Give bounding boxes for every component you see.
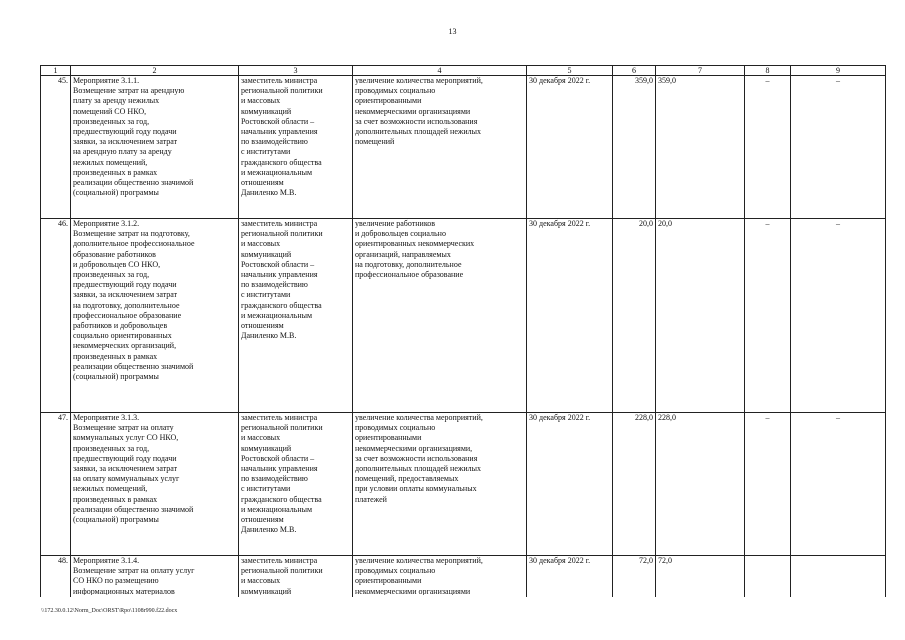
date-cell: 30 декабря 2022 г. [527, 413, 613, 556]
result-text: увеличение количества мероприятий, проводимых социально ориентированными некоммерческими организациями [355, 556, 483, 595]
value-cell: 359,0 [613, 76, 656, 219]
column-header: 1 [41, 66, 71, 76]
date-cell: 30 декабря 2022 г. [527, 556, 613, 597]
responsible-text: заместитель министра региональной политики и массовых коммуникаций [241, 556, 323, 595]
event-text: Мероприятие 3.1.4. Возмещение затрат на оплату услуг СО НКО по размещению информационных материалов [73, 556, 195, 595]
value-cell: 228,0 [656, 413, 745, 556]
column-header: 6 [613, 66, 656, 76]
value-cell: 359,0 [656, 76, 745, 219]
row-number: 45. [41, 76, 71, 219]
value-cell: – [791, 219, 886, 413]
result-cell [353, 556, 527, 597]
table-row [41, 556, 886, 597]
measures-table [40, 65, 886, 597]
responsible-cell: заместитель министра региональной политики и массовых коммуникаций Ростовской области – начальник управления по взаимодействию с институтами гражданского общества и межнациональным отношениям Даниленко М.В. [239, 413, 353, 556]
column-header: 7 [656, 66, 745, 76]
responsible-cell: заместитель министра региональной политики и массовых коммуникаций Ростовской области – начальник управления по взаимодействию с институтами гражданского общества и межнациональным отношениям Даниленко М.В. [239, 219, 353, 413]
column-header: 8 [745, 66, 791, 76]
value-cell: 228,0 [613, 413, 656, 556]
value-cell: – [791, 76, 886, 219]
column-header: 5 [527, 66, 613, 76]
row-number: 46. [41, 219, 71, 413]
event-cell [71, 556, 239, 597]
result-cell: увеличение работников и добровольцев социально ориентированных некоммерческих организаций, направляемых на подготовку, дополнительное профессиональное образование [353, 219, 527, 413]
result-cell: увеличение количества мероприятий, проводимых социально ориентированными некоммерческими организациями за счет возможности использования дополнительных площадей нежилых помещений [353, 76, 527, 219]
value-cell: – [745, 76, 791, 219]
value-cell: – [745, 413, 791, 556]
event-cell: Мероприятие 3.1.3. Возмещение затрат на оплату коммунальных услуг СО НКО, произведенных за год, предшествующий году подачи заявки, за исключением затрат на оплату коммунальных услуг нежилых помещений, произведенных в рамках реализации общественно значимой (социальной) программы [71, 413, 239, 556]
value-cell [745, 556, 791, 597]
row-number: 48. [41, 556, 71, 597]
column-header: 4 [353, 66, 527, 76]
row-number: 47. [41, 413, 71, 556]
column-number-row [41, 66, 886, 76]
column-header: 9 [791, 66, 886, 76]
column-header: 2 [71, 66, 239, 76]
document-file-path: \\172.30.0.12\Norm_Doc\ORST\Rpo\1108r990.f22.docx [41, 608, 178, 614]
event-cell: Мероприятие 3.1.1. Возмещение затрат на арендную плату за аренду нежилых помещений СО НКО, произведенных за год, предшествующий году подачи заявки, за исключением затрат на арендную плату за аренду нежилых помещений, произведенных в рамках реализации общественно значимой (социальной) программы [71, 76, 239, 219]
value-cell: 72,0 [656, 556, 745, 597]
table-row [41, 76, 886, 219]
value-cell: 72,0 [613, 556, 656, 597]
value-cell: – [745, 219, 791, 413]
date-cell: 30 декабря 2022 г. [527, 219, 613, 413]
page-number: 13 [448, 27, 457, 36]
value-cell: – [791, 413, 886, 556]
value-cell: 20,0 [656, 219, 745, 413]
value-cell: 20,0 [613, 219, 656, 413]
event-cell: Мероприятие 3.1.2. Возмещение затрат на подготовку, дополнительное профессиональное образование работников и добровольцев СО НКО, произведенных за год, предшествующий году подачи заявки, за исключением затрат на подготовку, дополнительное профессиональное образование работников и добровольцев социально ориентированных некоммерческих организаций, произведенных в рамках реализации общественно значимой (социальной) программы [71, 219, 239, 413]
value-cell [791, 556, 886, 597]
result-cell: увеличение количества мероприятий, проводимых социально ориентированными некоммерческими организациями, за счет возможности использования дополнительных площадей нежилых помещений, предоставляемых при условии оплаты коммунальных платежей [353, 413, 527, 556]
responsible-cell: заместитель министра региональной политики и массовых коммуникаций Ростовской области – начальник управления по взаимодействию с институтами гражданского общества и межнациональным отношениям Даниленко М.В. [239, 76, 353, 219]
date-cell: 30 декабря 2022 г. [527, 76, 613, 219]
responsible-cell [239, 556, 353, 597]
table-row [41, 413, 886, 556]
column-header: 3 [239, 66, 353, 76]
table-row [41, 219, 886, 413]
